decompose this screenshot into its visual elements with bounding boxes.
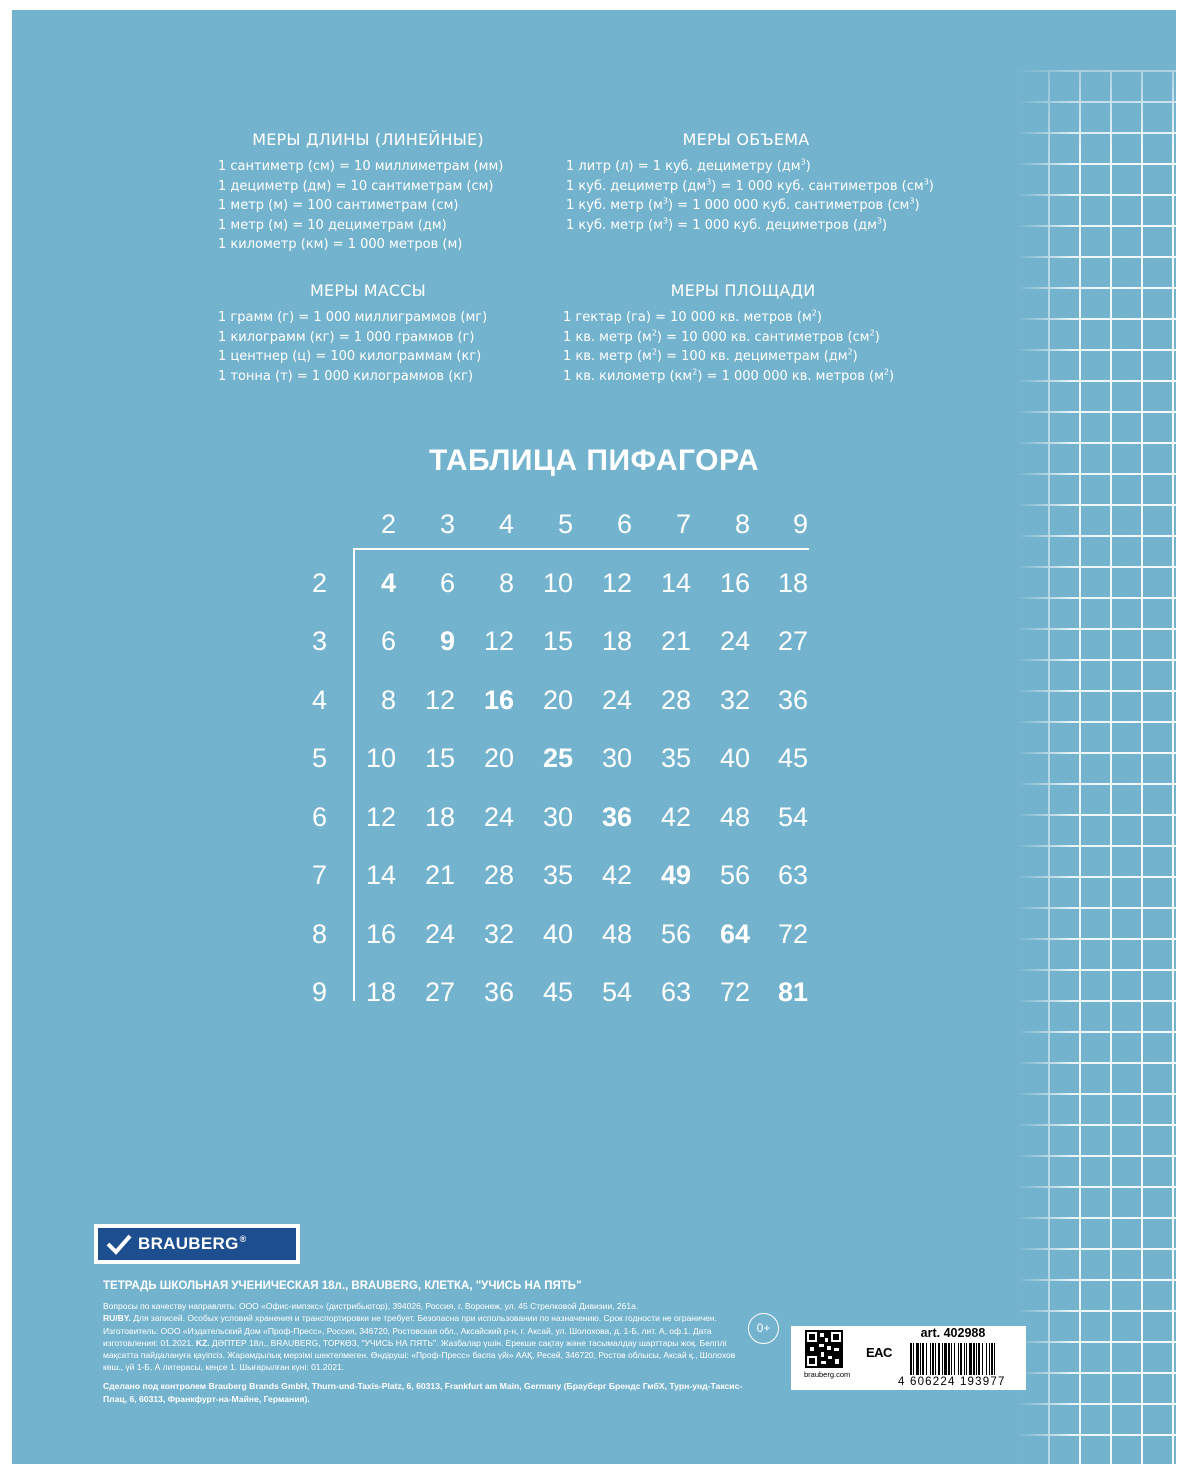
table-vertical-rule (353, 549, 355, 1001)
brand-logo: BRAUBERG® (94, 1224, 300, 1264)
barcode-bar (964, 1343, 965, 1375)
square-value: 16 (483, 685, 514, 715)
barcode-bar (958, 1343, 959, 1375)
square-value: 64 (719, 919, 750, 949)
column-header: 2 (380, 509, 396, 539)
product-value: 14 (365, 860, 396, 890)
eac-mark: EAC (866, 1345, 892, 1360)
product-value: 36 (483, 977, 514, 1007)
barcode-bar (991, 1343, 993, 1375)
product-value: 32 (719, 685, 750, 715)
product-value: 18 (424, 802, 455, 832)
product-value: 18 (777, 568, 808, 598)
square-value: 4 (380, 568, 396, 598)
barcode-bar (986, 1343, 987, 1375)
product-value: 24 (483, 802, 514, 832)
barcode-bar (966, 1343, 967, 1375)
column-header: 6 (616, 509, 632, 539)
product-title: ТЕТРАДЬ ШКОЛЬНАЯ УЧЕНИЧЕСКАЯ 18л., BRAUBERG, КЛЕТКА, "УЧИСЬ НА ПЯТЬ" (103, 1280, 582, 1292)
brand-name: BRAUBERG (138, 1234, 239, 1253)
row-header: 2 (311, 568, 327, 598)
measure-line: 1 грамм (г) = 1 000 миллиграммов (мг) (218, 310, 488, 325)
product-value: 56 (719, 860, 750, 890)
measures-length-title: МЕРЫ ДЛИНЫ (ЛИНЕЙНЫЕ) (252, 130, 484, 149)
product-value: 35 (660, 743, 691, 773)
website: brauberg.com (804, 1370, 851, 1379)
product-value: 28 (483, 860, 514, 890)
measure-line: 1 километр (км) = 1 000 метров (м) (218, 237, 463, 252)
barcode-bar (910, 1343, 912, 1375)
barcode-bar (951, 1343, 952, 1375)
product-value: 54 (777, 802, 808, 832)
square-value: 81 (777, 977, 808, 1007)
product-value: 48 (719, 802, 750, 832)
barcode-bar (938, 1343, 940, 1375)
product-value: 42 (660, 802, 691, 832)
product-value: 72 (777, 919, 808, 949)
product-value: 28 (660, 685, 691, 715)
barcode-bar (978, 1343, 980, 1375)
row-header: 6 (311, 802, 327, 832)
measure-line: 1 кв. метр $(м^2) = 10$ 000 кв. сантиметров $(см^2)$ (563, 328, 880, 345)
barcode-bar (930, 1343, 931, 1375)
product-value: 10 (542, 568, 573, 598)
barcode-bar (976, 1343, 977, 1375)
barcode-bar (935, 1343, 936, 1375)
barcode-bar (960, 1343, 962, 1375)
square-value: 36 (601, 802, 632, 832)
product-value: 14 (660, 568, 691, 598)
barcode-bar (926, 1343, 927, 1375)
product-value: 16 (719, 568, 750, 598)
product-value: 15 (542, 626, 573, 656)
measure-line: 1 куб. метр $(м^3) = 1$ 000 куб. дециметров $(дм^3)$ (566, 216, 888, 233)
product-value: 35 (542, 860, 573, 890)
barcode-icon (910, 1343, 1024, 1375)
product-value: 18 (601, 626, 632, 656)
product-value: 42 (601, 860, 632, 890)
product-value: 24 (719, 626, 750, 656)
product-value: 30 (542, 802, 573, 832)
product-value: 10 (365, 743, 396, 773)
measures-area-title: МЕРЫ ПЛОЩАДИ (670, 281, 816, 300)
grid-pattern (1017, 70, 1176, 1464)
measure-line: 1 метр (м) = 10 дециметрам (дм) (218, 217, 447, 233)
measure-line: 1 гектар (га) = 10 000 кв. метров $(м^2)$ (563, 308, 822, 325)
product-value: 54 (601, 977, 632, 1007)
barcode-bar (954, 1343, 955, 1375)
barcode-bar (948, 1343, 950, 1375)
square-value: 49 (660, 860, 691, 890)
row-header: 5 (311, 743, 327, 773)
measures-length (218, 130, 518, 255)
product-value: 20 (542, 685, 573, 715)
measure-line: 1 куб. метр $(м^3) = 1$ 000 000 куб. сантиметров $(см^3)$ (566, 196, 920, 213)
square-value: 25 (542, 743, 573, 773)
barcode-bar (922, 1343, 924, 1375)
product-value: 16 (365, 919, 396, 949)
measure-line: 1 дециметр (дм) = 10 сантиметрам (см) (218, 178, 494, 194)
product-value: 56 (660, 919, 691, 949)
product-value: 27 (777, 626, 808, 656)
row-header: 9 (311, 977, 327, 1007)
barcode-bar (920, 1343, 921, 1375)
barcode-bar (973, 1343, 975, 1375)
article-number: art. 402988 (880, 1326, 1026, 1341)
barcode-bar (916, 1343, 919, 1375)
product-value: 15 (424, 743, 455, 773)
measure-line: 1 метр (м) = 100 сантиметрам (см) (218, 198, 459, 213)
product-value: 63 (660, 977, 691, 1007)
barcode-bar (982, 1343, 983, 1375)
measure-line: 1 сантиметр (см) = 10 миллиметрам (мм) (218, 159, 504, 174)
barcode-bar (932, 1343, 934, 1375)
product-value: 48 (601, 919, 632, 949)
measure-line: 1 центнер (ц) = 100 килограммам (кг) (218, 349, 482, 364)
ean-number: 4 606224 193977 (898, 1376, 1006, 1388)
row-header: 3 (311, 626, 327, 656)
barcode-bar (942, 1343, 943, 1375)
product-value: 40 (542, 919, 573, 949)
measure-line: 1 кв. километр $(км^2) = 1$ 000 000 кв. метров $(м^2)$ (563, 367, 895, 384)
fine-print: Вопросы по качеству направлять: ООО «Офис-импэкс» (дистрибьютор), 394026, Россия, г. Воронеж, ул. 45 Стрелковой Дивизии, 261а. RU/BY. Для записей. Особых условий хранения и транспортировки не требует. Безопасна при использовании по назначению. Срок годности не ограничен. Изготовитель: ООО «Издательский Дом «Проф-Пресс», Россия, 346720, Ростовская обл., Аксайский р-н, г. Аксай, ул. Шолохова, д. 1-Б, лит. А, оф.1. Дата изготовления: 01.2021. KZ. ДӘПТЕР 18л., BRAUBERG, ТОРКӨЗ, "УЧИСЬ НА ПЯТЬ". Жазбалар үшін. Ерекше сақтау және тасымалдау шарттары жоқ. Белгілі мақсатта пайдалануға қауіпсіз. Жарамдылық мерзімі шектелмеген. Өндіруші: «Проф-Пресс» баспа үйі» ААҚ, Ресей, 346720, Ростов облысы, Аксай қ., Шолохов көш., үй 1-Б, А литерасы, кеңсе 1. Шығарылған күні: 01.2021. (103, 1300, 743, 1374)
product-value: 72 (719, 977, 750, 1007)
made-under-control: Сделано под контролем Brauberg Brands GmbH, Thurn-und-Taxis-Platz, 6, 60313, Frankfurt am Main, Germany (Брауберг Брендс ГмбХ, Турн-унд-Таксис-Плац, 6, 60313, Франкфурт-на-Майне, Германия). (103, 1381, 743, 1404)
measures-volume (566, 130, 929, 235)
column-header: 3 (439, 509, 455, 539)
product-value: 12 (483, 626, 514, 656)
table-horizontal-rule (353, 548, 809, 550)
barcode-bar (989, 1343, 990, 1375)
barcode-bar (969, 1343, 972, 1375)
product-value: 45 (777, 743, 808, 773)
measures-mass (218, 281, 518, 386)
product-value: 8 (498, 568, 514, 598)
measure-line: 1 литр (л) = 1 куб. дециметру $(дм^3)$ (566, 157, 811, 174)
measures-area (563, 281, 923, 386)
product-value: 8 (380, 685, 396, 715)
product-value: 24 (601, 685, 632, 715)
product-value: 45 (542, 977, 573, 1007)
barcode-bar (994, 1343, 995, 1375)
barcode-bar (913, 1343, 914, 1375)
product-value: 12 (424, 685, 455, 715)
qr-code-icon (805, 1330, 865, 1368)
product-value: 63 (777, 860, 808, 890)
measures-mass-title: МЕРЫ МАССЫ (310, 281, 426, 300)
product-value: 20 (483, 743, 514, 773)
measure-line: 1 кв. метр $(м^2) = 100$ кв. дециметрам $(дм^2)$ (563, 347, 858, 364)
row-header: 8 (311, 919, 327, 949)
product-value: 12 (365, 802, 396, 832)
product-value: 40 (719, 743, 750, 773)
product-value: 24 (424, 919, 455, 949)
measure-line: 1 тонна (т) = 1 000 килограммов (кг) (218, 368, 474, 384)
column-header: 7 (675, 509, 691, 539)
product-value: 21 (424, 860, 455, 890)
checkmark-icon (106, 1233, 132, 1255)
product-value: 36 (777, 685, 808, 715)
column-header: 4 (498, 509, 514, 539)
column-header: 9 (792, 509, 808, 539)
fine-line-quality: Вопросы по качеству направлять: ООО «Офис-импэкс» (дистрибьютор), 394026, Россия, г. Воронеж, ул. 45 Стрелковой Дивизии, 261а. (103, 1301, 639, 1311)
barcode-bar (944, 1343, 947, 1375)
pythagoras-title: ТАБЛИЦА ПИФАГОРА (428, 444, 760, 477)
product-value: 30 (601, 743, 632, 773)
product-value: 27 (424, 977, 455, 1007)
row-header: 4 (311, 685, 327, 715)
square-value: 9 (439, 626, 455, 656)
product-value: 18 (365, 977, 396, 1007)
product-value: 21 (660, 626, 691, 656)
product-value: 6 (439, 568, 455, 598)
column-header: 8 (734, 509, 750, 539)
product-value: 32 (483, 919, 514, 949)
age-rating-badge: 0+ (748, 1313, 779, 1344)
measure-line: 1 куб. дециметр $(дм^3) = 1$ 000 куб. сантиметров ($см^3$ (566, 177, 929, 194)
product-value: 12 (601, 568, 632, 598)
row-header: 7 (311, 860, 327, 890)
column-header: 5 (557, 509, 573, 539)
measures-volume-title: МЕРЫ ОБЪЕМА (682, 130, 810, 149)
product-value: 6 (380, 626, 396, 656)
measure-line: 1 килограмм (кг) = 1 000 граммов (г) (218, 329, 475, 345)
